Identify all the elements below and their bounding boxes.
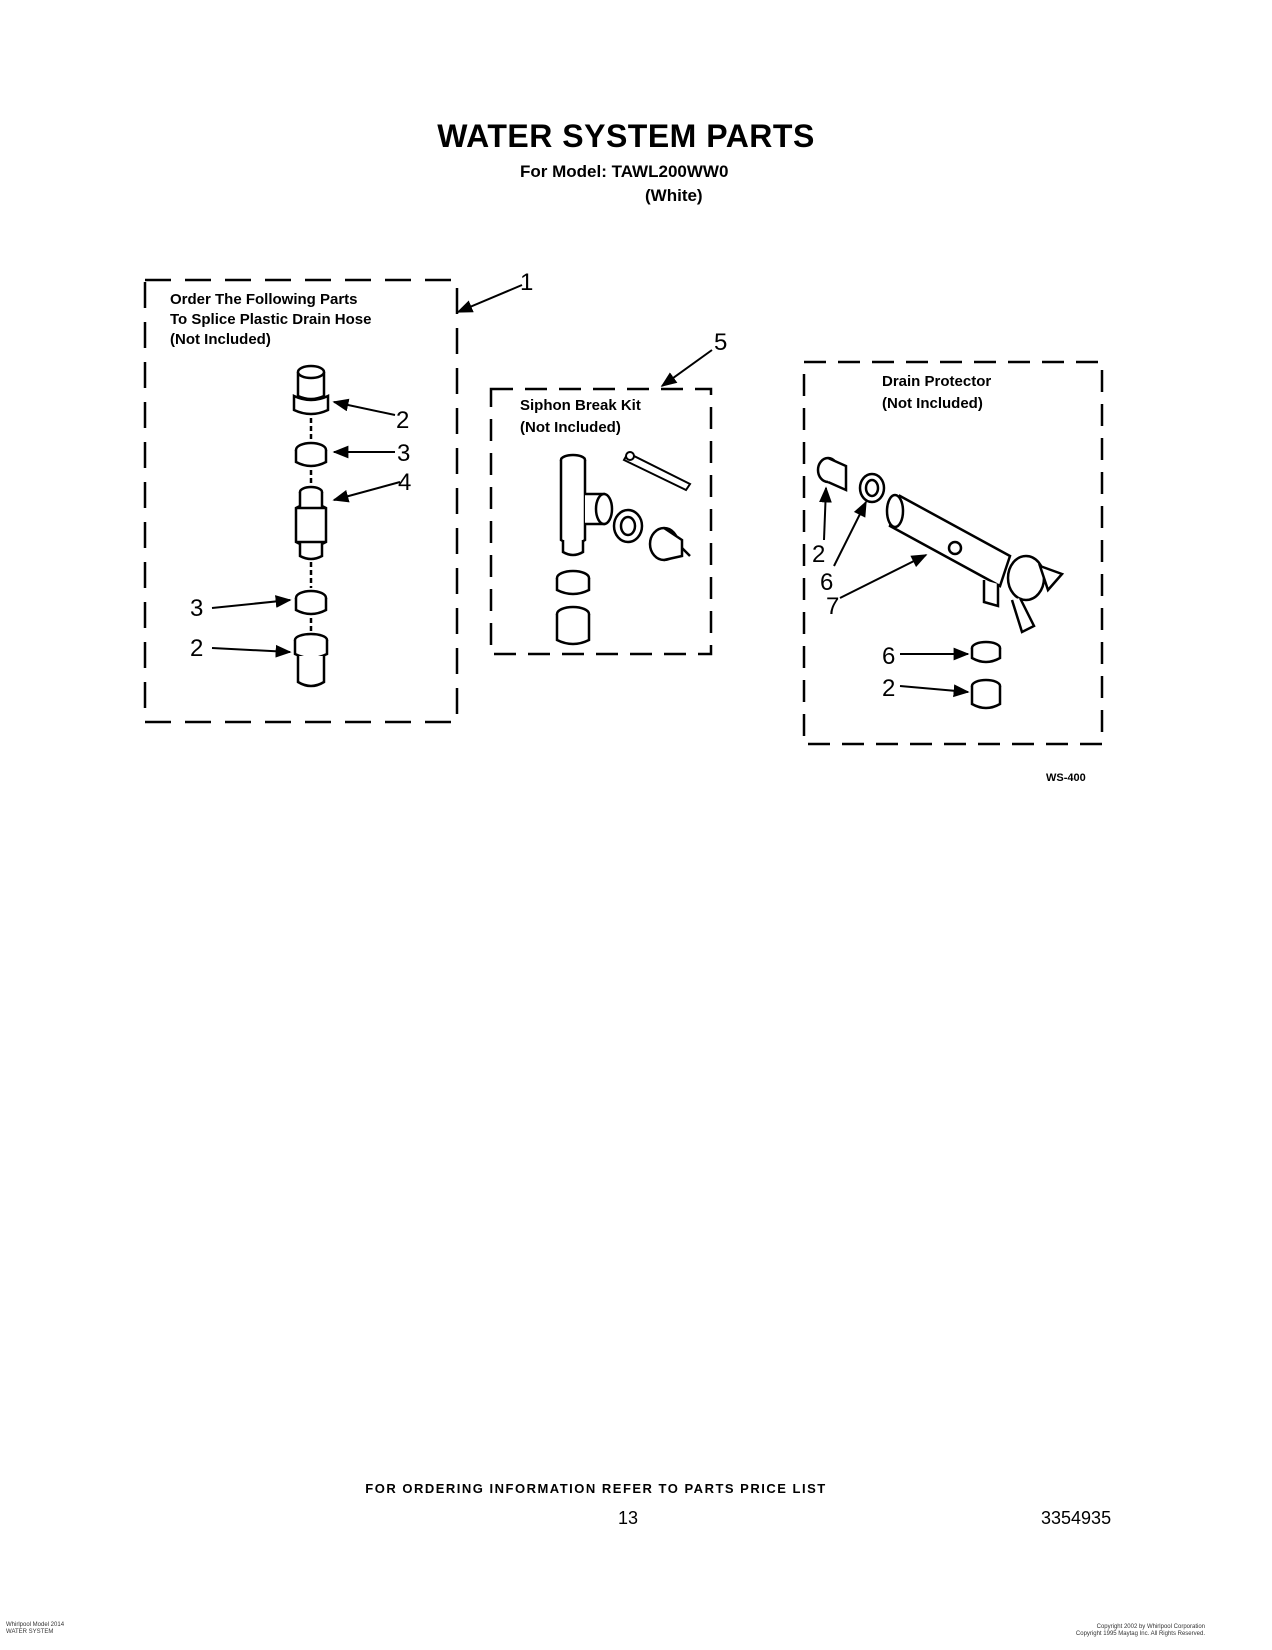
- callout-drain-7: 7: [826, 593, 840, 620]
- siphon-clamp-bottom-icon: [557, 571, 589, 594]
- siphon-caption-line-1: Siphon Break Kit: [520, 397, 641, 414]
- callout-drain-6-left: 6: [820, 569, 834, 596]
- drain-clamp-bottom-icon: [972, 642, 1000, 662]
- fine-print-left: [6, 1622, 64, 1636]
- siphon-clamp-right-icon: [614, 510, 642, 542]
- drain-connector-left-icon: [818, 458, 846, 490]
- fine-print-right: [985, 1624, 1205, 1638]
- drain-protector-body-icon: [887, 495, 1062, 632]
- callout-drain-2-left: 2: [812, 541, 826, 568]
- fine-print-left-line: WATER SYSTEM: [6, 1629, 54, 1635]
- splice-caption-line-2: To Splice Plastic Drain Hose: [170, 311, 372, 328]
- diagram-reference-code: WS-400: [1046, 772, 1086, 784]
- siphon-connector-bottom-icon: [557, 607, 589, 644]
- document-part-number: 3354935: [1041, 1508, 1112, 1528]
- hose-splice-coupling-icon: [296, 487, 326, 559]
- splice-caption-line-1: Order The Following Parts: [170, 291, 358, 308]
- splice-parts-box: [145, 269, 533, 722]
- siphon-connector-right-icon: [650, 528, 690, 560]
- callout-splice-3-top: 3: [397, 440, 411, 467]
- fine-print-left-line: Whirlpool Model 2014: [6, 1622, 65, 1628]
- color-line: (White): [645, 186, 703, 205]
- callout-drain-6-bottom: 6: [882, 643, 896, 670]
- drain-caption-line-2: (Not Included): [882, 395, 983, 412]
- drain-clamp-left-icon: [860, 474, 884, 502]
- siphon-tee-icon: [561, 455, 612, 555]
- page-title: WATER SYSTEM PARTS: [437, 118, 815, 154]
- fine-print-right-line: Copyright 2002 by Whirlpool Corporation: [1096, 1624, 1205, 1630]
- hose-clamp-top-icon: [296, 443, 326, 466]
- callout-splice-4: 4: [398, 469, 412, 496]
- page-number: 13: [618, 1508, 639, 1528]
- callout-drain-2-bottom: 2: [882, 675, 896, 702]
- siphon-tie-strap-icon: [624, 452, 690, 490]
- model-line: For Model: TAWL200WW0: [520, 162, 729, 181]
- callout-splice-2-top: 2: [396, 407, 410, 434]
- hose-connector-top-icon: [294, 366, 328, 414]
- drain-connector-bottom-icon: [972, 680, 1000, 708]
- fine-print-right-line: Copyright 1995 Maytag Inc. All Rights Reserved.: [1075, 1631, 1205, 1637]
- hose-clamp-bottom-icon: [296, 591, 326, 614]
- callout-1: 1: [520, 269, 534, 296]
- ordering-note: FOR ORDERING INFORMATION REFER TO PARTS PRICE LIST: [365, 1481, 827, 1496]
- callout-5: 5: [714, 329, 728, 356]
- splice-caption-line-3: (Not Included): [170, 331, 271, 348]
- drain-caption-line-1: Drain Protector: [882, 373, 992, 390]
- hose-connector-bottom-icon: [295, 634, 327, 686]
- callout-splice-3-bottom: 3: [190, 595, 204, 622]
- drain-protector-box: [804, 362, 1102, 744]
- callout-splice-2-bottom: 2: [190, 635, 204, 662]
- siphon-caption-line-2: (Not Included): [520, 419, 621, 436]
- siphon-break-kit-box: [491, 329, 727, 654]
